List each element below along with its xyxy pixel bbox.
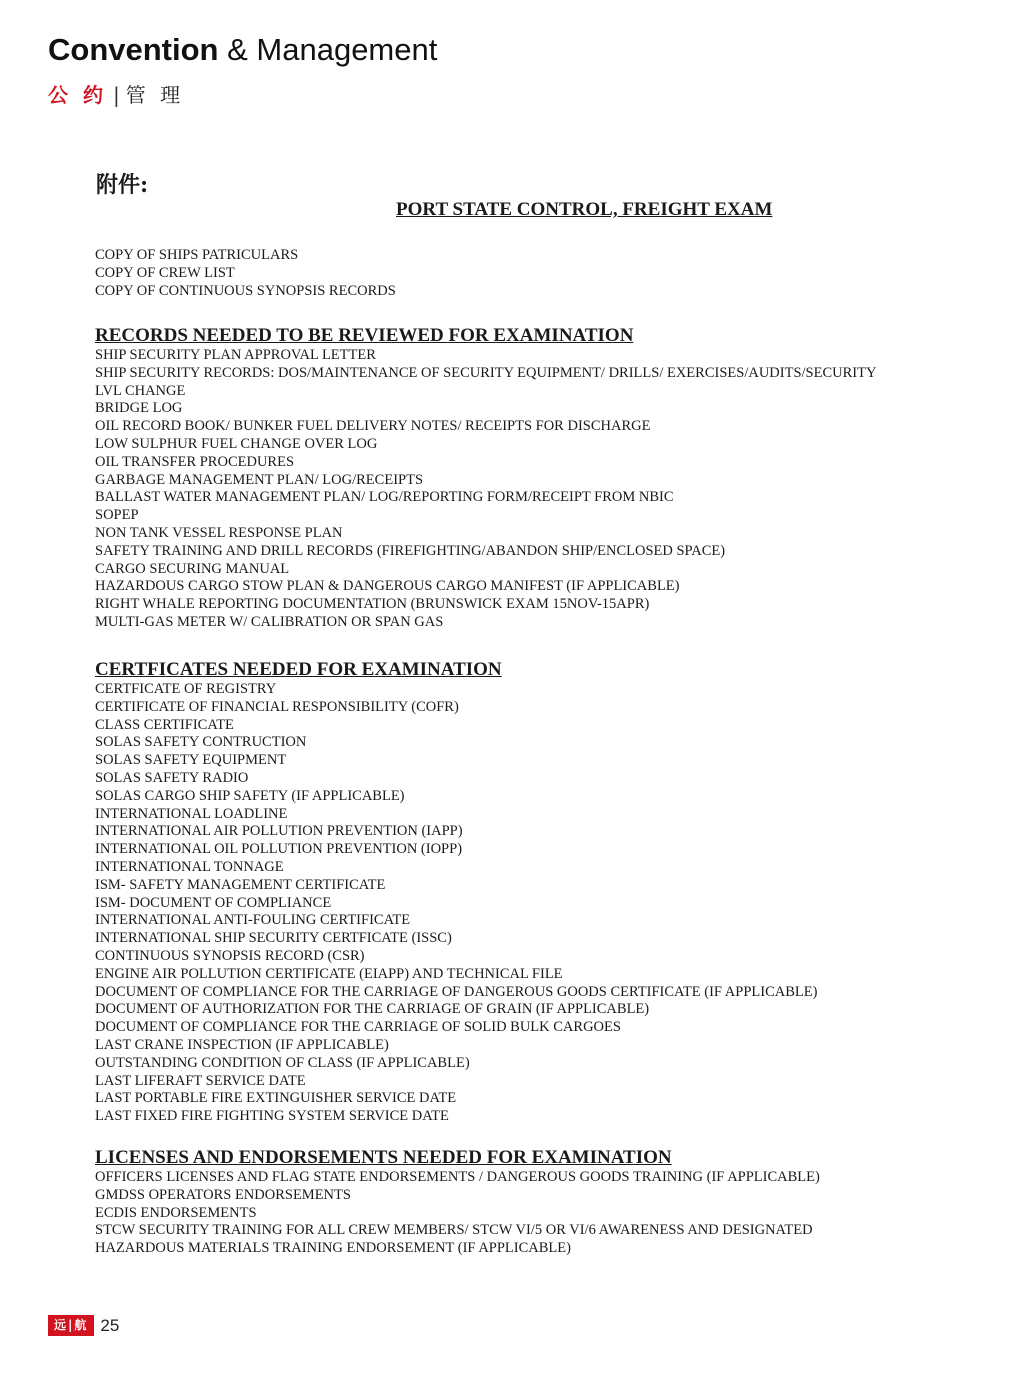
list-item: SOLAS SAFETY RADIO bbox=[95, 769, 249, 786]
list-item: COPY OF CREW LIST bbox=[95, 264, 235, 281]
page-number: 25 bbox=[100, 1315, 120, 1335]
list-item: RIGHT WHALE REPORTING DOCUMENTATION (BRUNSWICK EXAM 15NOV-15APR) bbox=[95, 596, 650, 613]
records-section bbox=[95, 325, 876, 632]
list-item: OFFICERS LICENSES AND FLAG STATE ENDORSEMENTS / DANGEROUS GOODS TRAINING (IF APPLICABLE) bbox=[95, 1169, 820, 1185]
list-item: NON TANK VESSEL RESPONSE PLAN bbox=[95, 524, 343, 541]
list-item: STCW SECURITY TRAINING FOR ALL CREW MEMBERS/ STCW VI/5 OR VI/6 AWARENESS AND DESIGNATED bbox=[95, 1222, 813, 1239]
list-item: ISM- SAFETY MANAGEMENT CERTIFICATE bbox=[95, 876, 386, 893]
list-item: SAFETY TRAINING AND DRILL RECORDS (FIREFIGHTING/ABANDON SHIP/ENCLOSED SPACE) bbox=[95, 542, 726, 559]
header-title bbox=[48, 32, 437, 68]
list-item: CERTFICATE OF REGISTRY bbox=[95, 681, 277, 697]
licenses-section bbox=[95, 1147, 820, 1258]
list-item: DOCUMENT OF COMPLIANCE FOR THE CARRIAGE OF SOLID BULK CARGOES bbox=[95, 1019, 621, 1036]
section-heading-records: RECORDS NEEDED TO BE REVIEWED FOR EXAMINATION bbox=[95, 325, 634, 346]
copies-list bbox=[95, 247, 396, 300]
list-item: COPY OF CONTINUOUS SYNOPSIS RECORDS bbox=[95, 282, 396, 299]
header-subtitle-black: 管 理 bbox=[125, 83, 185, 107]
list-item: SOLAS SAFETY EQUIPMENT bbox=[95, 752, 287, 769]
list-item: OIL TRANSFER PROCEDURES bbox=[95, 453, 295, 470]
list-item: SHIP SECURITY RECORDS: DOS/MAINTENANCE OF SECURITY EQUIPMENT/ DRILLS/ EXERCISES/AUDITS/SECURITY bbox=[95, 364, 877, 381]
list-item: GARBAGE MANAGEMENT PLAN/ LOG/RECEIPTS bbox=[95, 471, 424, 488]
list-item: SOLAS SAFETY CONTRUCTION bbox=[95, 734, 307, 751]
page-footer bbox=[48, 1315, 119, 1336]
list-item: INTERNATIONAL OIL POLLUTION PREVENTION (IOPP) bbox=[95, 841, 463, 858]
list-item: BALLAST WATER MANAGEMENT PLAN/ LOG/REPORTING FORM/RECEIPT FROM NBIC bbox=[95, 489, 674, 506]
list-item: INTERNATIONAL SHIP SECURITY CERTFICATE (ISSC) bbox=[95, 930, 452, 947]
list-item: GMDSS OPERATORS ENDORSEMENTS bbox=[95, 1186, 351, 1203]
header-subtitle-divider: | bbox=[112, 83, 120, 107]
list-item: CERTIFICATE OF FINANCIAL RESPONSIBILITY (COFR) bbox=[95, 698, 459, 715]
list-item: DOCUMENT OF COMPLIANCE FOR THE CARRIAGE OF DANGEROUS GOODS CERTIFICATE (IF APPLICABLE) bbox=[95, 983, 818, 1000]
list-item: SHIP SECURITY PLAN APPROVAL LETTER bbox=[95, 347, 376, 363]
list-item: COPY OF SHIPS PATRICULARS bbox=[95, 247, 299, 263]
list-item: LVL CHANGE bbox=[95, 382, 186, 399]
list-item: ECDIS ENDORSEMENTS bbox=[95, 1204, 257, 1221]
list-item: LOW SULPHUR FUEL CHANGE OVER LOG bbox=[95, 435, 378, 452]
document-title: PORT STATE CONTROL, FREIGHT EXAM bbox=[396, 199, 773, 220]
list-item: HAZARDOUS CARGO STOW PLAN & DANGEROUS CARGO MANIFEST (IF APPLICABLE) bbox=[95, 578, 680, 595]
list-item: CLASS CERTIFICATE bbox=[95, 716, 234, 733]
header-title-rest: & Management bbox=[218, 32, 438, 67]
list-item: SOPEP bbox=[95, 507, 139, 524]
list-item: INTERNATIONAL ANTI-FOULING CERTIFICATE bbox=[95, 912, 411, 929]
attachment-label: 附件: bbox=[96, 172, 149, 198]
list-item: SOLAS CARGO SHIP SAFETY (IF APPLICABLE) bbox=[95, 787, 405, 804]
list-item: DOCUMENT OF AUTHORIZATION FOR THE CARRIAGE OF GRAIN (IF APPLICABLE) bbox=[95, 1001, 650, 1018]
list-item: ISM- DOCUMENT OF COMPLIANCE bbox=[95, 894, 332, 911]
list-item: INTERNATIONAL TONNAGE bbox=[95, 858, 284, 875]
header-subtitle-red: 公 约 bbox=[48, 83, 107, 107]
list-item: OIL RECORD BOOK/ BUNKER FUEL DELIVERY NOTES/ RECEIPTS FOR DISCHARGE bbox=[95, 418, 651, 435]
list-item: CONTINUOUS SYNOPSIS RECORD (CSR) bbox=[95, 947, 365, 964]
list-item: INTERNATIONAL AIR POLLUTION PREVENTION (IAPP) bbox=[95, 823, 463, 840]
list-item: CARGO SECURING MANUAL bbox=[95, 560, 290, 577]
magazine-badge: 远|航 bbox=[48, 1315, 94, 1336]
header-subtitle bbox=[48, 79, 184, 108]
list-item: LAST FIXED FIRE FIGHTING SYSTEM SERVICE DATE bbox=[95, 1108, 449, 1125]
header-title-bold: Convention bbox=[48, 32, 219, 67]
section-heading-certificates: CERTFICATES NEEDED FOR EXAMINATION bbox=[95, 659, 502, 680]
list-item: ENGINE AIR POLLUTION CERTIFICATE (EIAPP) AND TECHNICAL FILE bbox=[95, 965, 563, 982]
certificates-section bbox=[95, 659, 817, 1126]
list-item: LAST LIFERAFT SERVICE DATE bbox=[95, 1072, 306, 1089]
list-item: MULTI-GAS METER W/ CALIBRATION OR SPAN GAS bbox=[95, 613, 444, 630]
list-item: OUTSTANDING CONDITION OF CLASS (IF APPLICABLE) bbox=[95, 1054, 470, 1071]
list-item: HAZARDOUS MATERIALS TRAINING ENDORSEMENT (IF APPLICABLE) bbox=[95, 1240, 571, 1257]
list-item: INTERNATIONAL LOADLINE bbox=[95, 805, 288, 822]
list-item: LAST CRANE INSPECTION (IF APPLICABLE) bbox=[95, 1036, 389, 1053]
section-heading-licenses: LICENSES AND ENDORSEMENTS NEEDED FOR EXAMINATION bbox=[95, 1147, 672, 1168]
list-item: LAST PORTABLE FIRE EXTINGUISHER SERVICE DATE bbox=[95, 1090, 457, 1107]
list-item: BRIDGE LOG bbox=[95, 400, 183, 417]
